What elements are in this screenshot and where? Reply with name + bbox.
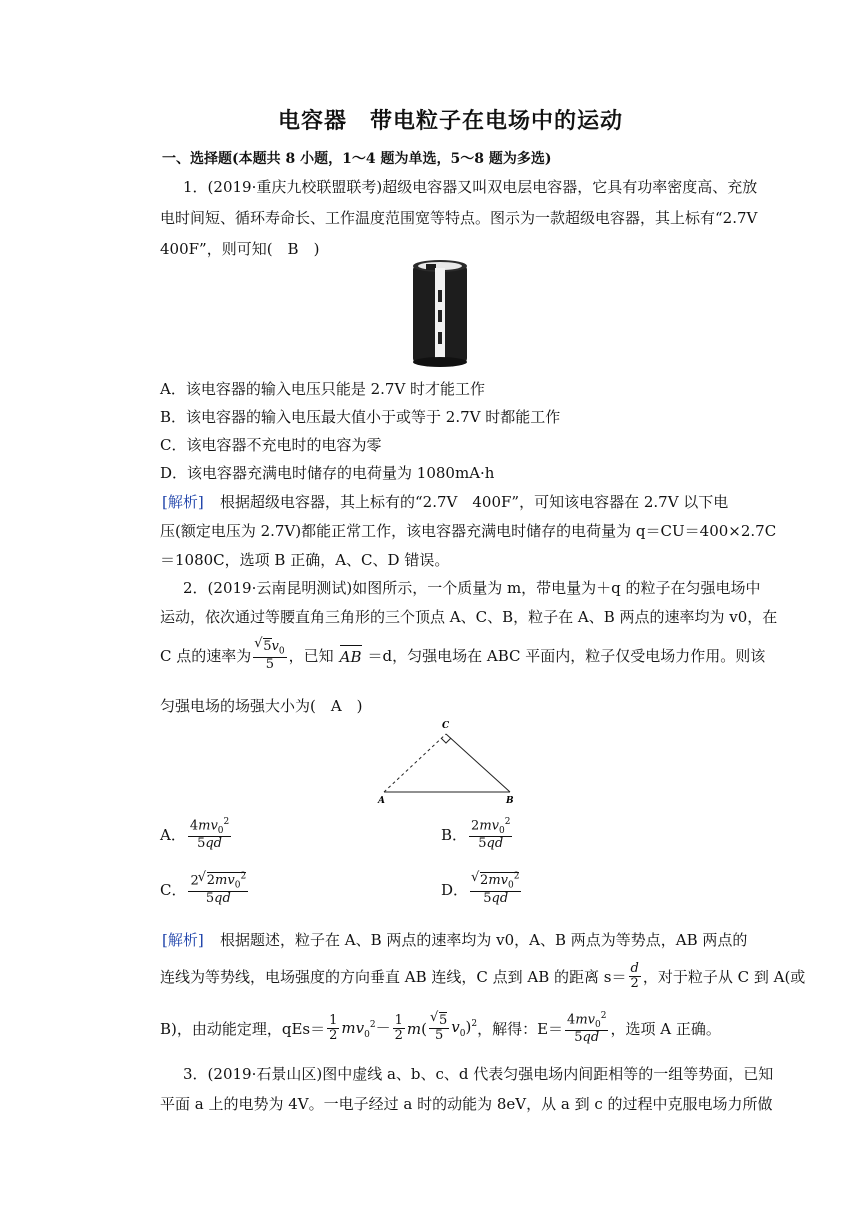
q2-option-d: [441, 873, 523, 906]
q2-option-d-label: D．: [441, 881, 469, 899]
q2-analysis-line3-a: B)，由动能定理，qEs＝: [160, 1020, 326, 1038]
q2-line3-c: ＝d，匀强电场在 ABC 平面内，粒子仅受电场力作用。则该: [367, 647, 766, 666]
q2-analysis-line3: [160, 1012, 721, 1045]
q2-option-a-label: A．: [160, 826, 186, 844]
page-title: 电容器 带电粒子在电场中的运动: [278, 109, 624, 134]
half-fraction-2: $\frac{1}{2}$: [394, 1013, 403, 1043]
q1-line3: 400F”，则可知( B ): [160, 240, 320, 258]
q2-option-d-formula: √ $\frac{2mv_0^2}{5qd}$: [470, 873, 521, 906]
result-fraction: $\frac{4mv_0^2}{5qd}$: [567, 1011, 607, 1046]
q1-analysis-line3: ＝1080C，选项 B 正确，A、C、D 错误。: [160, 551, 450, 569]
q3-line2: 平面 a 上的电势为 4V。一电子经过 a 时的动能为 8eV，从 a 到 c 的过程中克服电场力所做: [160, 1095, 773, 1113]
q2-line2: 运动，依次通过等腰直角三角形的三个顶点 A、C、B，粒子在 A、B 两点的速率均为 v0，在: [160, 608, 778, 626]
q2-option-c-formula: $\frac{2√ 2mv_0^2}{5qd}$: [188, 873, 248, 906]
q2-line3-a: C 点的速率为: [160, 647, 252, 666]
q1-analysis-tag: [解析]: [162, 493, 204, 511]
q2-line3-b: ，已知: [288, 647, 334, 666]
label-c: C: [442, 721, 450, 731]
half-fraction-1: $\frac{1}{2}$: [329, 1013, 338, 1043]
q2-analysis-line3-c: ，选项 A 正确。: [610, 1020, 721, 1038]
q1-analysis-line1: 根据超级电容器，其上标有的“2.7V 400F”，可知该电容器在 2.7V 以下电: [220, 493, 729, 511]
q2-option-a-formula: $\frac{4mv_0^2}{5qd}$: [189, 817, 230, 852]
q2-analysis-line2: [160, 962, 805, 990]
q2-option-c: [160, 873, 250, 906]
q1-option-d: D．该电容器充满电时储存的电荷量为 1080mA·h: [160, 464, 495, 482]
q2-line4: 匀强电场的场强大小为( A ): [160, 697, 363, 715]
triangle-diagram: [370, 716, 530, 808]
q2-line3: [160, 640, 765, 672]
distance-fraction: $\frac{d}{2}$: [630, 961, 639, 991]
q1-option-c: C．该电容器不充电时的电容为零: [160, 436, 382, 454]
kinetic-term-1: $mv_0^2-$: [341, 1019, 391, 1040]
q2-option-b: [441, 818, 514, 851]
speed-fraction: √ $\frac{5v_0}{5}$: [253, 640, 286, 672]
q1-line1: 1．(2019·重庆九校联盟联考)超级电容器又叫双电层电容器，它具有功率密度高、充放: [183, 178, 758, 196]
q2-analysis-line3-b: ，解得：E＝: [477, 1020, 564, 1038]
q1-option-a: A．该电容器的输入电压只能是 2.7V 时才能工作: [160, 380, 486, 398]
kinetic-term-3: $v_0)^2$: [451, 1018, 478, 1039]
q3-line1: 3．(2019·石景山区)图中虚线 a、b、c、d 代表匀强电场内间距相等的一组等势面，已知: [183, 1065, 774, 1083]
q2-option-b-formula: $\frac{2mv_0^2}{5qd}$: [471, 817, 511, 852]
q1-analysis-line2: 压(额定电压为 2.7V)都能正常工作，该电容器充满电时储存的电荷量为 q＝CU＝400×2.7C: [160, 522, 777, 540]
q1-option-b: B．该电容器的输入电压最大值小于或等于 2.7V 时都能工作: [160, 408, 561, 426]
q2-analysis-tag: [解析]: [162, 931, 204, 949]
root-five-fraction: √ $\frac{5}{5}$: [429, 1014, 449, 1042]
q2-line1: 2．(2019·云南昆明测试)如图所示，一个质量为 m，带电量为＋q 的粒子在匀强电场中: [183, 579, 761, 597]
section-header: 一、选择题(本题共 8 小题，1～4 题为单选，5～8 题为多选): [162, 151, 552, 167]
q2-option-b-label: B．: [441, 826, 468, 844]
q2-analysis-line1: 根据题述，粒子在 A、B 两点的速率均为 v0，A、B 两点为等势点，AB 两点的: [220, 931, 748, 949]
q2-option-a: [160, 818, 233, 851]
q2-option-c-label: C．: [160, 881, 187, 899]
label-a: A: [378, 796, 385, 806]
supercapacitor-image: [410, 258, 470, 368]
q2-analysis-line2-a: 连线为等势线，电场强度的方向垂直 AB 连线，C 点到 AB 的距离 s＝: [160, 967, 627, 986]
label-b: B: [506, 796, 514, 806]
kinetic-term-2: m(: [406, 1019, 427, 1038]
q1-line2: 电时间短、循环寿命长、工作温度范围宽等特点。图示为一款超级电容器，其上标有“2.7V: [160, 209, 758, 227]
vector-ab: AB: [340, 645, 362, 666]
q2-analysis-line2-b: ，对于粒子从 C 到 A(或: [642, 967, 806, 986]
